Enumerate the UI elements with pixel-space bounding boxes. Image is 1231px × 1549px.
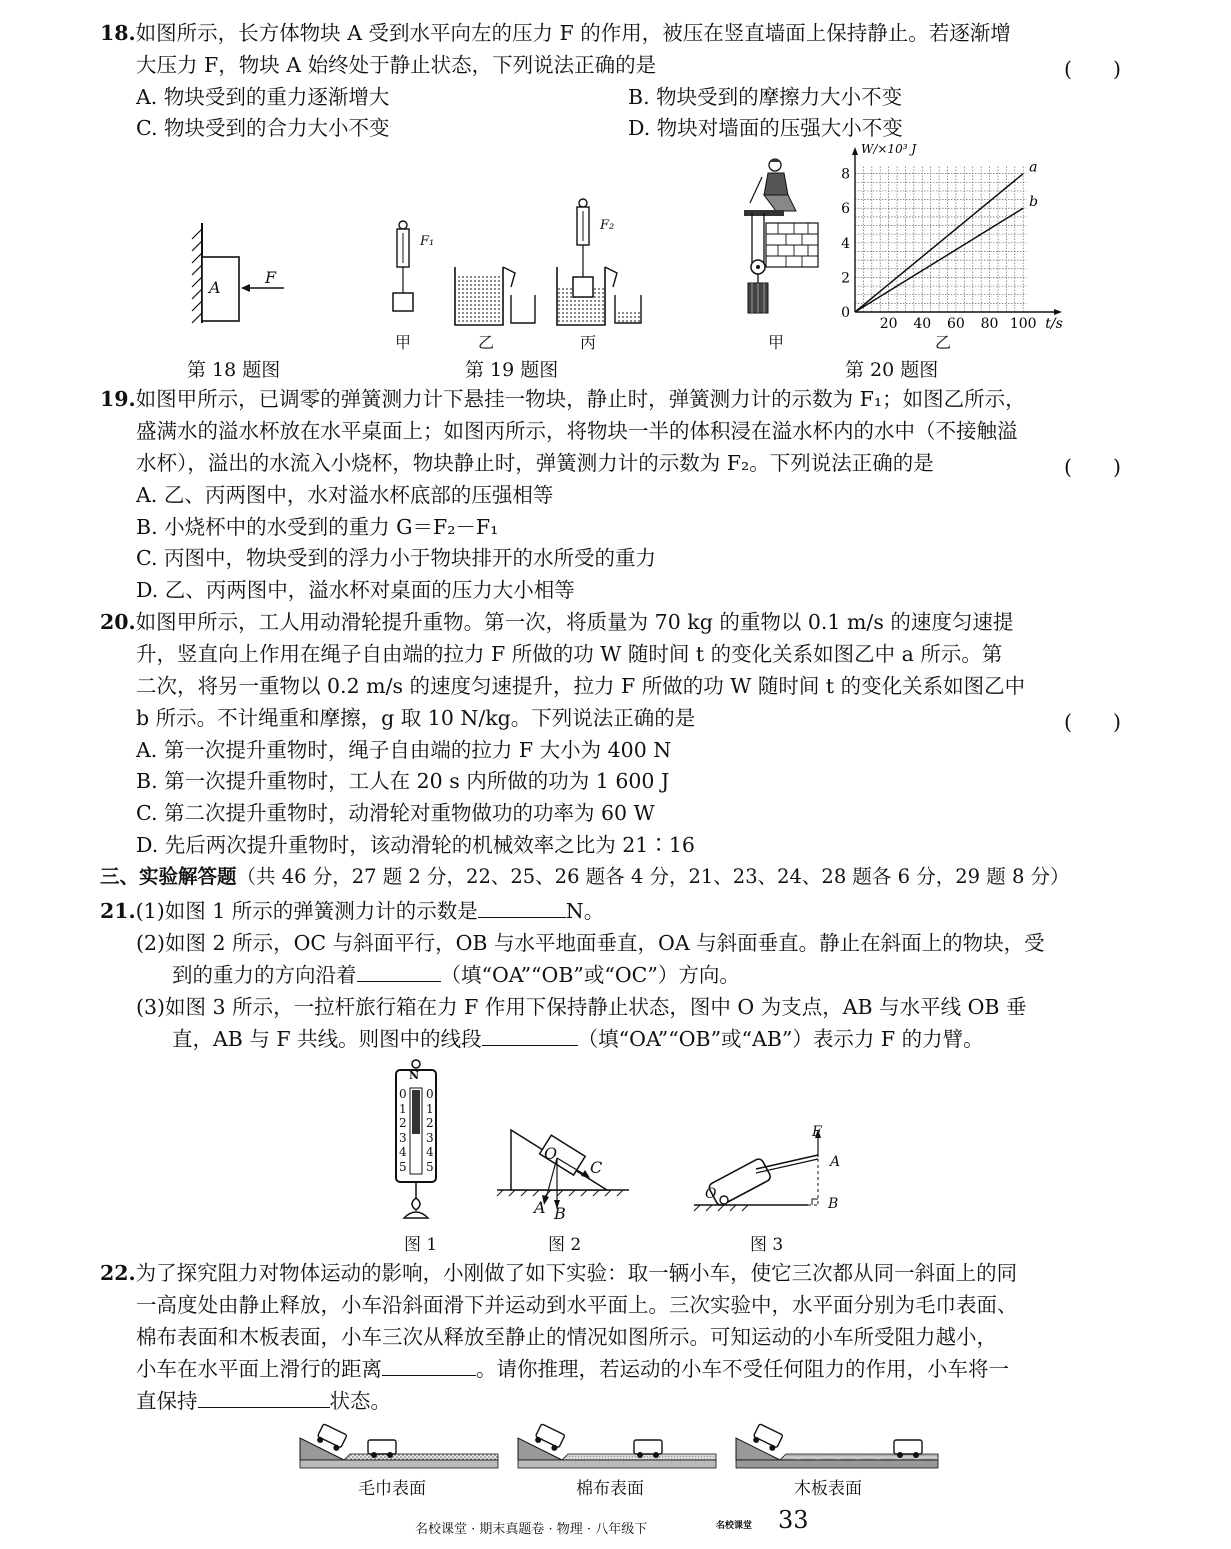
q19-number: 19. [100,387,136,411]
q22-line1 [100,1260,1017,1286]
fig1-caption: 图 1 [404,1235,438,1255]
q22-stem-1: 为了探究阻力对物体运动的影响，小刚做了如下实验：取一辆小车，使它三次都从同一斜面上的同 [135,1261,1018,1285]
fig20-worker-pulley [738,155,823,325]
q19-option-d: D. 乙、丙两图中，溢水杯对桌面的压力大小相等 [136,578,575,602]
q20-option-a: A. 第一次提升重物时，绳子自由端的拉力 F 大小为 400 N [136,738,672,762]
q19-line2: 盛满水的溢水杯放在水平桌面上；如图丙所示，将物块一半的体积浸在溢水杯内的水中（不接触溢 [136,419,1018,443]
fig3-caption: 图 3 [750,1235,784,1255]
q21-part2-hint: （填“OA”“OB”或“OC”）方向。 [440,963,740,987]
q21-part1-text: (1)如图 1 所示的弹簧测力计的示数是 [135,899,478,923]
fig1-scale-tick-l: 5 [399,1159,407,1174]
q19-stem-1: 如图甲所示，已调零的弹簧测力计下悬挂一物块，静止时，弹簧测力计的示数为 F₁；如图乙所示， [135,387,1026,411]
q18-answer-paren: ( ) [1064,57,1121,81]
q22-blank-1[interactable] [382,1357,476,1376]
q19-line1 [100,386,1026,412]
chart-x-tick-label: 60 [946,316,965,332]
fig2-label-b: B [554,1204,566,1223]
q22-line3: 棉布表面和木板表面，小车三次从释放至静止的情况如图所示。可知运动的小车所受阻力越小， [136,1325,997,1349]
q21-blank-3[interactable] [482,1027,578,1046]
q20-stem-1: 如图甲所示，工人用动滑轮提升重物。第一次，将质量为 70 kg 的重物以 0.1 m/s 的速度匀速提 [135,610,1014,634]
chart-x-tick-label: 100 [1009,316,1037,332]
fig1-scale-tick-r: 4 [426,1145,434,1159]
footer-brand-logo: 名校课堂 [716,1521,753,1531]
fig1-scale-tick-l: 0 [399,1087,407,1101]
chart-y-tick-label: 6 [841,201,850,218]
q18-line2: 大压力 F，物块 A 始终处于静止状态，下列说法正确的是 [136,53,657,77]
fig18-wall-block [180,215,300,335]
fig1-scale-tick-r: 3 [426,1130,434,1145]
q19-answer-paren: ( ) [1064,455,1121,479]
chart-series-label-b: b [1029,194,1039,211]
q22-surfaces-figure [298,1422,943,1477]
chart-x-tick-label: 40 [913,316,932,332]
chart-x-arrow [1054,309,1062,315]
q20-number: 20. [100,610,136,634]
q21-blank-2[interactable] [357,963,441,982]
fig2-label-c: C [590,1158,603,1177]
q21-part1-unit: N。 [565,899,605,923]
q19-option-a: A. 乙、丙两图中，水对溢水杯底部的压强相等 [136,483,554,507]
fig19-caption: 第 19 题图 [465,359,559,381]
chart-x-tick-label: 80 [980,316,999,332]
q22-line4 [136,1356,1009,1382]
q18-line1 [100,20,1011,46]
chart-series-label-a: a [1029,159,1038,176]
fig19-label-f2: F₂ [600,218,615,233]
q20-line4: b 所示。不计绳重和摩擦，g 取 10 N/kg。下列说法正确的是 [136,706,696,730]
fig3-label-b: B [828,1196,839,1212]
fig2-caption: 图 2 [548,1235,582,1255]
fig1-scale-tick-r: 5 [426,1159,434,1174]
chart-y-axis-label: W/×10³ J [861,142,917,156]
q22-line5 [136,1388,391,1414]
section3-title: 三、实验解答题 [100,865,237,888]
q19-line3: 水杯），溢出的水流入小烧杯，物块静止时，弹簧测力计的示数为 F₂。下列说法正确的是 [136,451,934,475]
q21-part2-text: 到的重力的方向沿着 [172,963,357,987]
footer-series: 名校课堂 · 期末真题卷 · 物理 · 八年级下 [415,1522,648,1537]
section3-note: （共 46 分，27 题 2 分，22、25、26 题各 4 分，21、23、24、28 题各 6 分，29 题 8 分） [236,865,1070,888]
fig1-scale-tick-r: 1 [426,1101,434,1116]
fig1-scale-tick-r: 2 [426,1116,434,1130]
q22-number: 22. [100,1261,136,1285]
fig20-label-jia: 甲 [768,333,785,352]
q22-line4-text: 小车在水平面上滑行的距离 [136,1357,382,1381]
fig1-scale-tick-l: 3 [399,1130,407,1145]
q22-line4-rest: 。请你推理，若运动的小车不受任何阻力的作用，小车将一 [476,1357,1009,1381]
fig3-luggage [690,1125,850,1220]
q21-part2-line1: (2)如图 2 所示，OC 与斜面平行，OB 与水平地面垂直，OA 与斜面垂直。静止在斜面上的物块，受 [136,931,1045,955]
fig2-label-a: A [534,1198,546,1217]
fig19-label-jia: 甲 [395,333,412,352]
q21-part1 [100,898,604,924]
q21-blank-1[interactable] [478,899,566,918]
q20-line2: 升，竖直向上作用在绳子自由端的拉力 F 所做的功 W 随时间 t 的变化关系如图乙中 a 所示。第 [136,642,1003,666]
chart-y-tick-label: 2 [841,270,850,287]
q19-option-b: B. 小烧杯中的水受到的重力 G＝F₂－F₁ [136,515,499,539]
q18-stem-1: 如图所示，长方体物块 A 受到水平向左的压力 F 的作用，被压在竖直墙面上保持静止。若逐渐增 [135,21,1011,45]
fig1-scale-tick-l: 1 [399,1101,407,1116]
fig19-label-yi: 乙 [478,333,495,352]
q19-option-c: C. 丙图中，物块受到的浮力小于物块排开的水所受的重力 [136,546,656,570]
fig20-label-yi: 乙 [935,333,952,352]
q21-part3-line2 [172,1026,984,1052]
q18-option-c: C. 物块受到的合力大小不变 [136,116,390,140]
section3-heading [100,864,1070,890]
page-number: 33 [778,1506,809,1534]
fig1-unit-n: N [409,1069,420,1082]
q20-line1 [100,609,1013,635]
fig18-caption: 第 18 题图 [187,359,281,381]
q22-blank-2[interactable] [198,1389,330,1408]
fig1-scale-tick-r: 0 [426,1087,434,1101]
surface-towel-label: 毛巾表面 [358,1479,426,1499]
q20-option-b: B. 第一次提升重物时，工人在 20 s 内所做的功为 1 600 J [136,769,670,793]
fig2-label-o: O [544,1144,558,1163]
surface-cotton-label: 棉布表面 [576,1479,644,1499]
fig1-scale-tick-l: 2 [399,1116,407,1130]
q18-option-a: A. 物块受到的重力逐渐增大 [136,85,390,109]
q21-part2-line2 [172,962,740,988]
chart-y-arrow [852,147,858,155]
q22-line5-rest: 状态。 [329,1389,391,1413]
fig20-caption: 第 20 题图 [845,359,939,381]
chart-y-tick-label: 0 [841,305,850,321]
q18-number: 18. [100,21,136,45]
chart-x-tick-label: 20 [879,316,898,332]
chart-y-tick-label: 8 [841,166,850,183]
fig3-label-o: O [705,1186,717,1202]
chart-x-axis-label: t/s [1045,316,1063,332]
q18-option-d: D. 物块对墙面的压强大小不变 [628,116,903,140]
q20-line3: 二次，将另一重物以 0.2 m/s 的速度匀速提升，拉力 F 所做的功 W 随时间 t 的变化关系如图乙中 [136,674,1026,698]
surface-wood-label: 木板表面 [794,1479,862,1499]
q21-part3-hint: （填“OA”“OB”或“AB”）表示力 F 的力臂。 [577,1027,984,1051]
q21-part3-text: 直，AB 与 F 共线。则图中的线段 [172,1027,482,1051]
q20-answer-paren: ( ) [1064,710,1121,734]
fig18-label-f: F [265,268,277,287]
fig18-label-a: A [209,278,221,297]
fig3-label-f: F [812,1124,822,1140]
q20-option-c: C. 第二次提升重物时，动滑轮对重物做功的功率为 60 W [136,801,655,825]
q22-line2: 一高度处由静止释放，小车沿斜面滑下并运动到水平面上。三次实验中，水平面分别为毛巾表面、 [136,1293,1018,1317]
fig1-scale-tick-l: 4 [399,1145,407,1159]
fig19-label-bing: 丙 [580,333,597,352]
q18-option-b: B. 物块受到的摩擦力大小不变 [628,85,903,109]
q20-option-d: D. 先后两次提升重物时，该动滑轮的机械效率之比为 21∶16 [136,833,695,857]
q21-part3-line1: (3)如图 3 所示，一拉杆旅行箱在力 F 作用下保持静止状态，图中 O 为支点，AB 与水平线 OB 垂 [136,995,1027,1019]
chart-y-tick-label: 4 [841,235,850,252]
q22-line5-text: 直保持 [136,1389,198,1413]
q21-number: 21. [100,899,136,923]
fig20-chart [835,140,1065,340]
fig19-overflow-cup [385,195,650,335]
fig3-label-a: A [830,1154,841,1170]
fig19-label-f1: F₁ [420,234,435,249]
